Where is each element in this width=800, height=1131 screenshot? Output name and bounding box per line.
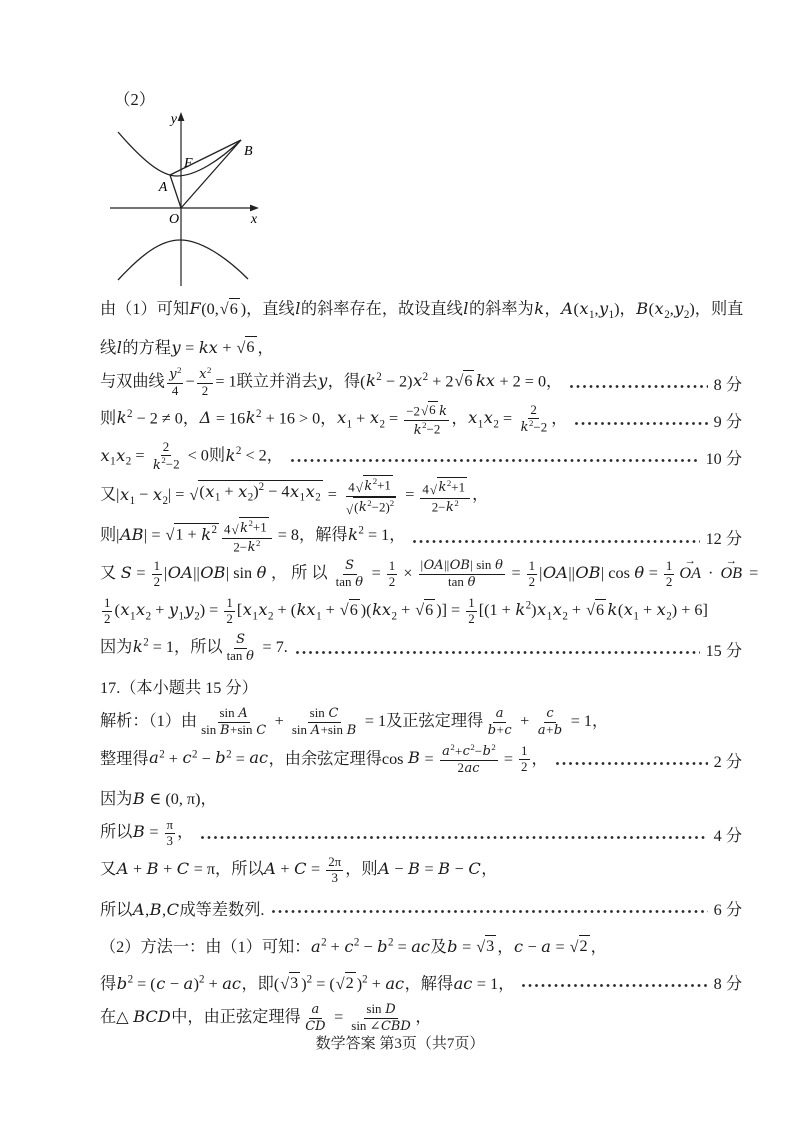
y-axis-arrow-icon xyxy=(178,112,185,121)
line-content: 17.（本小题共 15 分） xyxy=(100,678,258,697)
line-content: 整理得$a^2 + c^2 - b^2$ = ac，由余弦定理得cos B = $\frac{a^2+c^2-b^2}{2ac}$ = $\frac{1}{2}$ ， xyxy=(100,741,548,776)
line-content: 在△ BCD中，由正弦定理得 $\frac{a}{CD}$ = $\frac{\text{sin D}}{\text{sin ∠CBD}}$ ， xyxy=(100,1001,432,1035)
line-content: 所以A,B,C成等差数列. xyxy=(100,899,265,919)
solution-line xyxy=(100,364,742,401)
line-content: $x_1x_2$ = $\frac{2}{k^2-2}$ < 0则$k^2 < 2$， xyxy=(100,439,283,473)
line-content: 则$k^2 - 2 \ne 0$，$\Delta = 16k^2 + 16 > 0$，$x_1 + x_2$ = −2 √ 6 k $k^2-2$ ，$x_1x_2$ = $\frac{2}{k^2-2}$ ， xyxy=(100,402,568,438)
solution-line xyxy=(100,517,742,556)
score-label: 15 分 xyxy=(705,641,742,660)
origin-label: O xyxy=(168,212,180,227)
solution-line xyxy=(100,704,742,741)
hyperbola-figure xyxy=(104,110,742,290)
line-content: 所以B = $\frac{\pi}{3}$ ， xyxy=(100,817,194,849)
line-content: 因为B ∈ (0, π)， xyxy=(100,788,217,808)
dotted-leader xyxy=(296,651,700,655)
page-footer xyxy=(0,1032,800,1053)
dotted-leader xyxy=(570,385,707,389)
line-content: 又$|x_1 - x_2|$ = √ $(x_1 + x_2)^2 - 4x_1x_2$ = 4 √ $k^2+1$ √ $(k^2-2)^2$ = 4 √ $k^2+1$ $2-k^2$ ， xyxy=(100,476,489,517)
answer-sheet-content xyxy=(100,86,759,1037)
solution-line xyxy=(100,852,742,889)
solution-line xyxy=(100,778,742,815)
score-label: 8 分 xyxy=(713,974,742,993)
dotted-leader xyxy=(522,984,707,988)
line-content: 又A + B + C = π，所以A + C = $\frac{2\pi}{3}$ ，则A − B = B − C， xyxy=(100,854,498,886)
line-content: 又 S = $\frac{1}{2}$ |OA||OB| sin θ ， 所 以 $\frac{S}{\text{tan θ}}$ = $\frac{1}{2}$ × $\frac{\text{|OA||OB| sin θ}}{\text{tan θ}}$ = $\frac{1}{2}$ |OA||OB| cos θ = $\frac{1}{2}$ OA → · OB → = xyxy=(100,554,759,591)
solution-line xyxy=(100,593,742,630)
dotted-leader xyxy=(556,762,708,766)
solution-line xyxy=(100,290,742,327)
solution-lines xyxy=(100,290,759,1037)
dotted-leader xyxy=(291,459,700,463)
line-content: 则|AB| = √ $1 + k^2$ 4 √ $k^2+1$ $2-k^2$ = 8，解得$k^2 = 1$， xyxy=(100,518,406,556)
line-content: 与双曲线 $\frac{y^2}{4}$ − $\frac{x^2}{2}$ = 1联立并消去y，得$(k^2 - 2)x^2 + 2$ √ 6 kx + 2 = 0， xyxy=(100,364,563,399)
solution-line xyxy=(100,889,742,926)
solution-line xyxy=(100,630,742,667)
score-label: 4 分 xyxy=(713,826,742,845)
score-label: 6 分 xyxy=(713,900,742,919)
score-label: 8 分 xyxy=(713,375,742,394)
hyperbola-lower-branch xyxy=(118,240,248,280)
solution-line xyxy=(100,963,742,1000)
score-label: 2 分 xyxy=(713,752,742,771)
point-a-label: A xyxy=(158,180,168,195)
solution-line xyxy=(100,327,742,364)
y-axis-label: y xyxy=(170,112,177,127)
solution-line xyxy=(100,815,742,852)
line-content: $\frac{1}{2}$ $(x_1x_2 + y_1y_2)$ = $\frac{1}{2}$ [$x_1x_2 + (kx_1$ + √ 6 )($kx_2$ + √ 6 )] = $\frac{1}{2}$ [$(1 + k^2)x_1x_2$ + √ 6 $k(x_1 + x_2) + 6$] xyxy=(104,595,708,627)
score-label: 9 分 xyxy=(713,412,742,431)
line-content: 解析：（1）由 $\frac{\text{sin A}}{\text{sin B+sin C}}$ + $\frac{\text{sin C}}{\text{sin A+sin B}}$ = 1及正弦定理得 $\frac{a}{b+c}$ + $\frac{c}{a+b}$ = 1， xyxy=(100,705,609,739)
dotted-leader xyxy=(575,422,707,426)
dotted-leader xyxy=(272,910,707,914)
dotted-leader xyxy=(201,836,707,840)
point-f-label: F xyxy=(184,156,193,171)
score-label: 12 分 xyxy=(705,529,742,548)
point-b-label: B xyxy=(244,144,253,159)
line-content: 因为$k^2 = 1$，所以 $\frac{S}{\text{tan θ}}$ = 7. xyxy=(100,632,288,665)
line-content: 得$b^2 = (c - a)^2$ + ac，即( √ 3 )$^2$ = ( √ 2 )$^2$ + ac，解得ac = 1， xyxy=(100,973,515,993)
solution-line xyxy=(100,554,759,593)
line-content: 由（1）可知F(0, √ 6 )，直线l的斜率存在，故设直线l的斜率为k，$A(x_1,y_1)$，$B(x_2,y_2)$，则直 xyxy=(100,299,744,322)
solution-line xyxy=(100,475,742,517)
solution-line xyxy=(100,401,742,438)
solution-line xyxy=(100,741,742,778)
hyperbola-upper-branch xyxy=(118,132,241,176)
x-axis-arrow-icon xyxy=(250,205,259,212)
solution-line xyxy=(100,667,742,704)
solution-line xyxy=(100,438,742,475)
line-content: 线l的方程y = kx + √ 6 ， xyxy=(100,337,274,357)
figure-caption: （2） xyxy=(114,90,156,109)
x-axis-label: x xyxy=(250,212,258,227)
line-content: （2）方法一：由（1）可知：$a^2 + c^2 - b^2$ = ac及b = √ 3 ，c − a = √ 2 ， xyxy=(100,936,607,956)
solution-line xyxy=(100,926,742,963)
page-footer-text: 数学答案 第3页（共7页） xyxy=(315,1036,485,1052)
hyperbola-figure-svg xyxy=(104,110,264,290)
segment-oa xyxy=(170,175,181,208)
score-label: 10 分 xyxy=(705,449,742,468)
dotted-leader xyxy=(413,540,699,544)
